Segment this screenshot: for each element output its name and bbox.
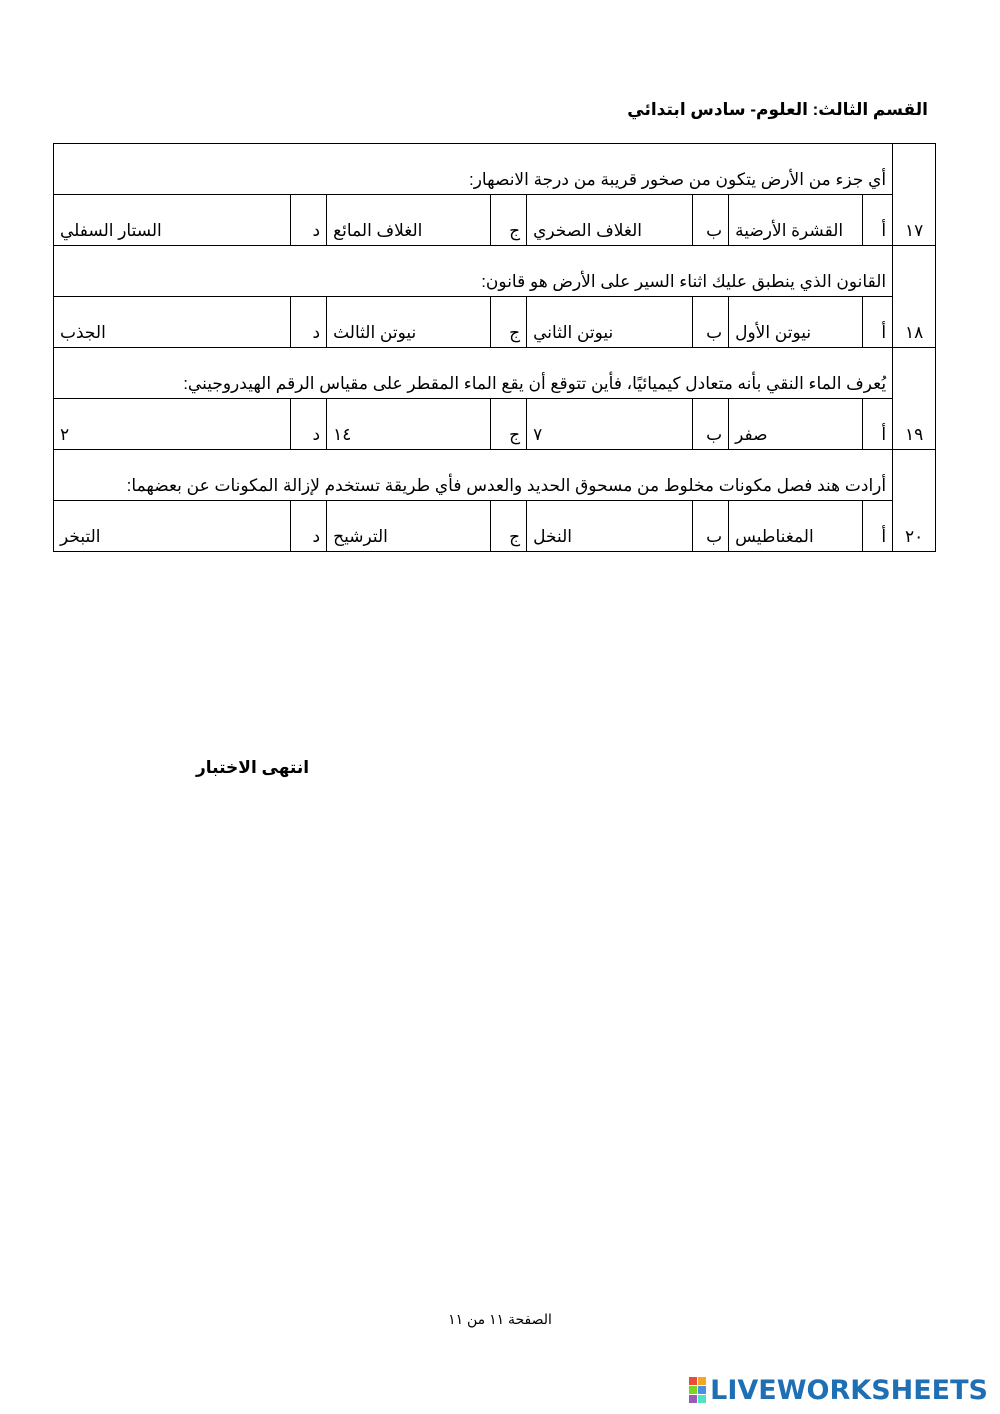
logo-text: LIVEWORKSHEETS xyxy=(710,1374,988,1406)
question-text: القانون الذي ينطبق عليك اثناء السير على الأرض هو قانون: xyxy=(54,246,893,297)
question-row xyxy=(54,144,936,195)
option-answer[interactable]: الستار السفلي xyxy=(54,195,291,246)
option-answer[interactable]: التبخر xyxy=(54,501,291,552)
option-answer[interactable]: ٧ xyxy=(527,399,693,450)
option-label: د xyxy=(291,297,327,348)
option-label: أ xyxy=(863,501,893,552)
page-footer: الصفحة ١١ من ١١ xyxy=(448,1311,552,1327)
option-label: ج xyxy=(491,297,527,348)
option-answer[interactable]: ٢ xyxy=(54,399,291,450)
option-label: د xyxy=(291,501,327,552)
option-label: د xyxy=(291,399,327,450)
question-text: أي جزء من الأرض يتكون من صخور قريبة من درجة الانصهار: xyxy=(54,144,893,195)
option-label: ب xyxy=(693,195,729,246)
option-answer[interactable]: المغناطيس xyxy=(729,501,863,552)
option-label: ج xyxy=(491,399,527,450)
option-label: ب xyxy=(693,399,729,450)
option-label: ب xyxy=(693,501,729,552)
question-text: يُعرف الماء النقي بأنه متعادل كيميائيًا، فأين تتوقع أن يقع الماء المقطر على مقياس الرقم الهيدروجيني: xyxy=(54,348,893,399)
option-label: أ xyxy=(863,399,893,450)
question-row xyxy=(54,450,936,501)
option-label: ج xyxy=(491,501,527,552)
option-answer[interactable]: نيوتن الثاني xyxy=(527,297,693,348)
option-answer[interactable]: نيوتن الأول xyxy=(729,297,863,348)
option-answer[interactable]: الغلاف الصخري xyxy=(527,195,693,246)
question-number: ١٩ xyxy=(893,348,936,450)
options-row xyxy=(54,297,936,348)
option-answer[interactable]: القشرة الأرضية xyxy=(729,195,863,246)
question-text: أرادت هند فصل مكونات مخلوط من مسحوق الحديد والعدس فأي طريقة تستخدم لإزالة المكونات عن بعضهما: xyxy=(54,450,893,501)
option-label: د xyxy=(291,195,327,246)
logo-mark-icon xyxy=(689,1377,706,1403)
question-row xyxy=(54,348,936,399)
option-answer[interactable]: نيوتن الثالث xyxy=(327,297,491,348)
option-label: أ xyxy=(863,297,893,348)
question-row xyxy=(54,246,936,297)
end-of-test-text: انتهى الاختبار xyxy=(196,758,310,777)
option-answer[interactable]: النخل xyxy=(527,501,693,552)
option-answer[interactable]: الجذب xyxy=(54,297,291,348)
options-row xyxy=(54,195,936,246)
option-answer[interactable]: صفر xyxy=(729,399,863,450)
option-label: ج xyxy=(491,195,527,246)
question-number: ٢٠ xyxy=(893,450,936,552)
options-row xyxy=(54,501,936,552)
option-label: ب xyxy=(693,297,729,348)
section-title: القسم الثالث: العلوم- سادس ابتدائي xyxy=(627,100,928,119)
option-label: أ xyxy=(863,195,893,246)
option-answer[interactable]: الغلاف المائع xyxy=(327,195,491,246)
question-number: ١٨ xyxy=(893,246,936,348)
option-answer[interactable]: ١٤ xyxy=(327,399,491,450)
option-answer[interactable]: الترشيح xyxy=(327,501,491,552)
questions-table xyxy=(53,143,936,552)
liveworksheets-logo[interactable] xyxy=(689,1374,988,1406)
options-row xyxy=(54,399,936,450)
question-number: ١٧ xyxy=(893,144,936,246)
